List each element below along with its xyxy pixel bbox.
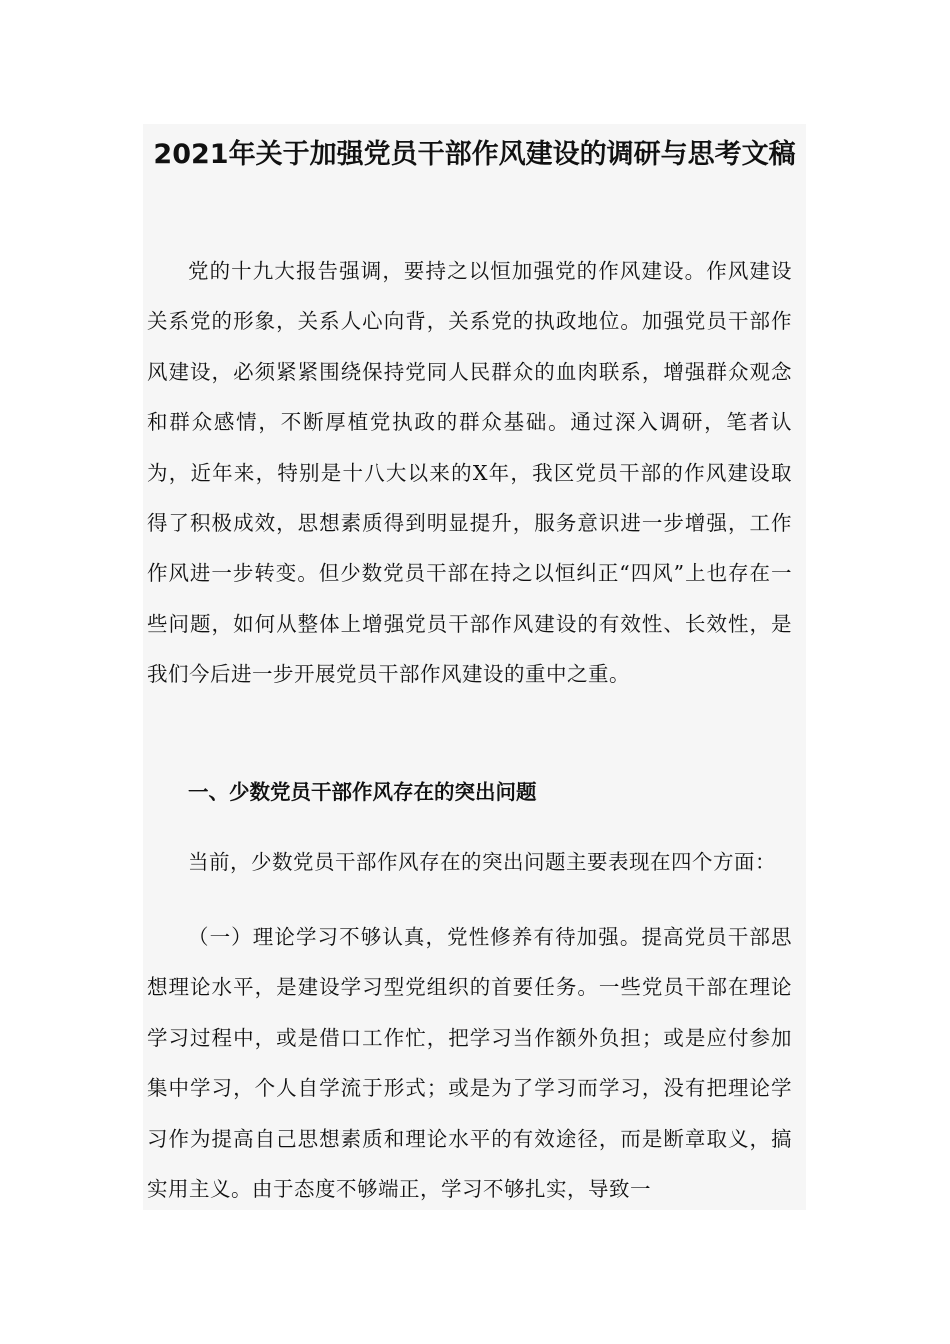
section-heading: 一、少数党员干部作风存在的突出问题 [188, 780, 537, 804]
document-title: 2021年关于加强党员干部作风建设的调研与思考文稿 [153, 139, 796, 170]
section-lead-paragraph: 当前，少数党员干部作风存在的突出问题主要表现在四个方面： [188, 850, 776, 874]
intro-paragraph: 党的十九大报告强调，要持之以恒加强党的作风建设。作风建设关系党的形象，关系人心向背，关系党的执政地位。加强党员干部作风建设，必须紧紧围绕保持党同人民群众的血肉联系，增强群众观念和群众感情，不断厚植党执政的群众基础。通过深入调研，笔者认为，近年来，特别是十八大以来的X年，我区党员干部的作风建设取得了积极成效，思想素质得到明显提升，服务意识进一步增强，工作作风进一步转变。但少数党员干部在持之以恒纠正“四风”上也存在一些问题，如何从整体上增强党员干部作风建设的有效性、长效性，是我们今后进一步开展党员干部作风建设的重中之重。 [147, 259, 792, 687]
section-item-paragraph: （一）理论学习不够认真，党性修养有待加强。提高党员干部思想理论水平，是建设学习型党组织的首要任务。一些党员干部在理论学习过程中，或是借口工作忙，把学习当作额外负担；或是应付参加集中学习，个人自学流于形式；或是为了学习而学习，没有把理论学习作为提高自己思想素质和理论水平的有效途径，而是断章取义，搞实用主义。由于态度不够端正，学习不够扎实，导致一 [147, 925, 792, 1202]
